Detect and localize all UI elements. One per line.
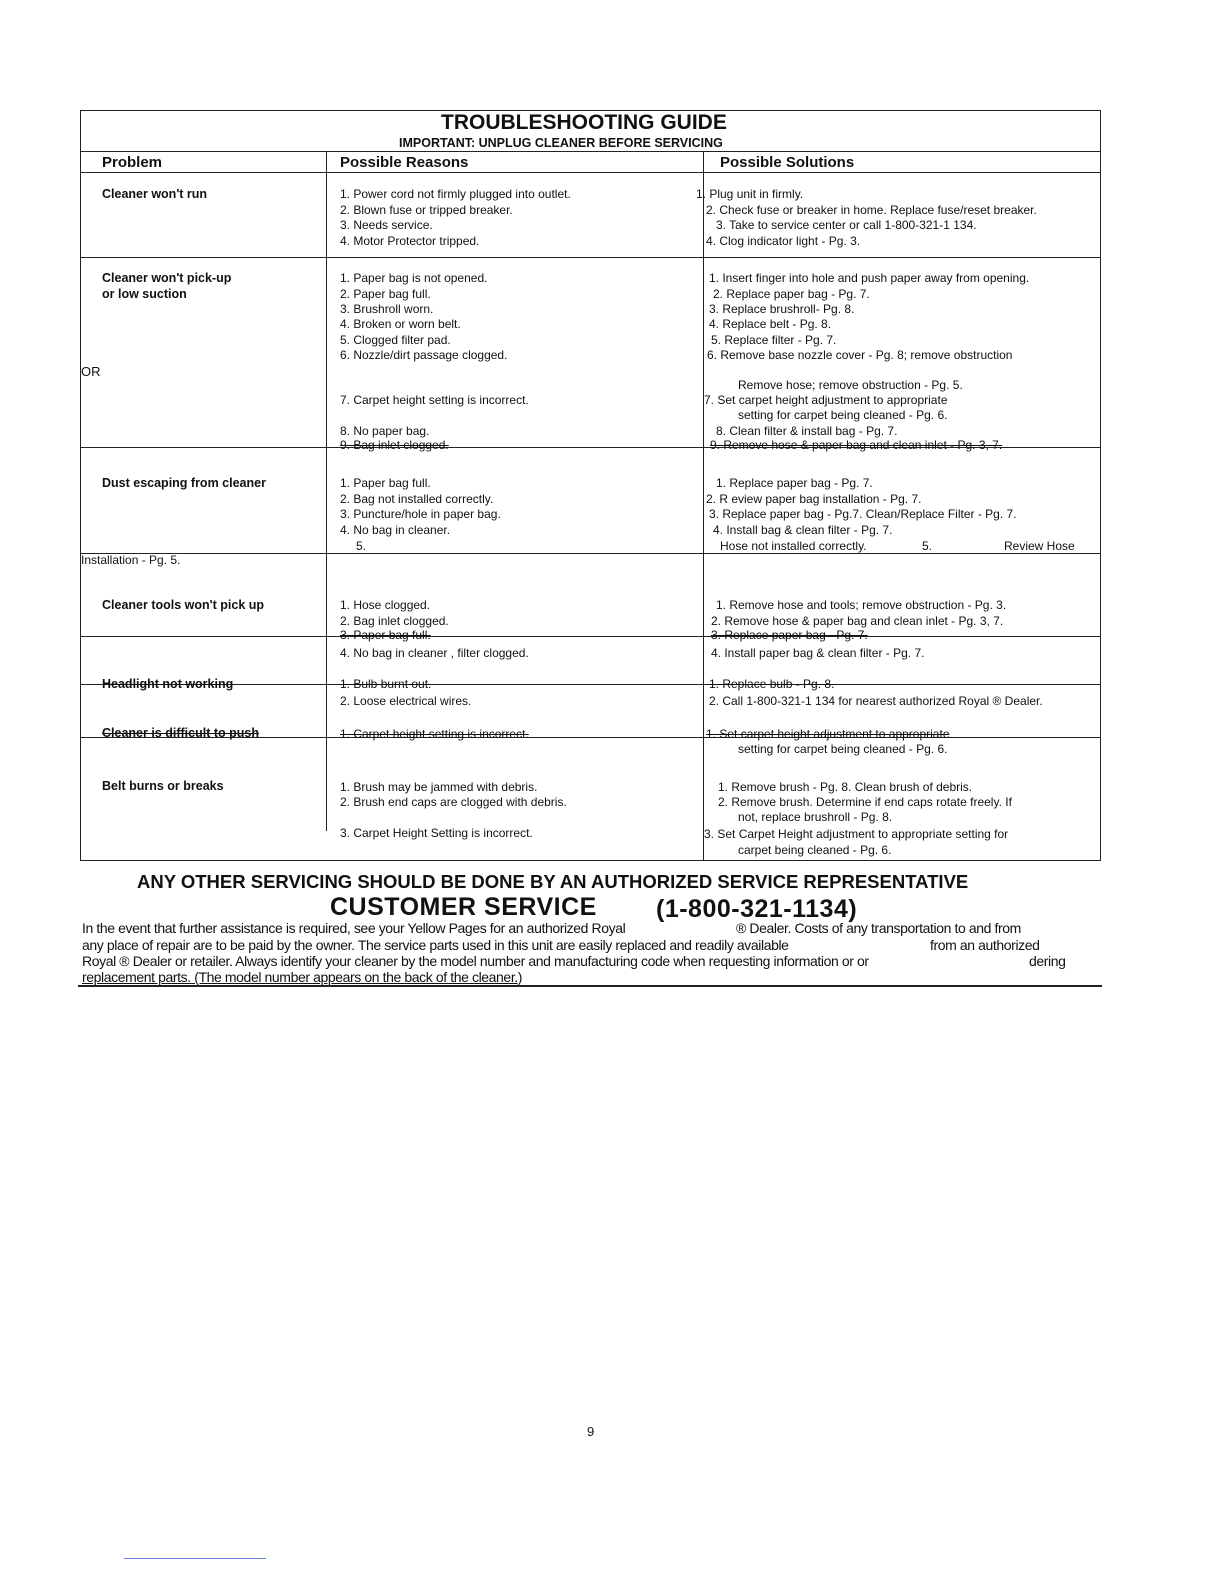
solution-item: 4. Clog indicator light - Pg. 3. (706, 234, 861, 248)
solution-item: 4. Install paper bag & clean filter - Pg. 7. (711, 646, 925, 660)
solution-item: 2. Check fuse or breaker in home. Replace fuse/reset breaker. (706, 203, 1037, 217)
reason-item: 1. Carpet height setting is incorrect. (340, 727, 529, 741)
service-paragraph-line: from an authorized (930, 937, 1040, 953)
problem-label: Cleaner won't run (102, 187, 208, 201)
table-border-right (1100, 110, 1101, 860)
reason-item: 2. Bag inlet clogged. (340, 614, 449, 628)
service-paragraph-line: dering (1029, 953, 1066, 969)
solution-item: 3. Set Carpet Height adjustment to appropriate setting for (704, 827, 1009, 841)
problem-label: Cleaner is difficult to push (102, 726, 259, 740)
solution-item: 2. Remove hose & paper bag and clean inlet - Pg. 3, 7. (711, 614, 1004, 628)
reason-item: 3. Carpet Height Setting is incorrect. (340, 826, 533, 840)
reason-item: 8. No paper bag. (340, 424, 430, 438)
reason-item: 2. Loose electrical wires. (340, 694, 472, 708)
solution-item: 4. Install bag & clean filter - Pg. 7. (713, 523, 893, 537)
table-border-bottom (80, 860, 1101, 861)
reason-item: 1. Power cord not firmly plugged into outlet. (340, 187, 571, 201)
reason-item: 5. (356, 539, 367, 553)
solution-item: 4. Replace belt - Pg. 8. (709, 317, 832, 331)
problem-label: Dust escaping from cleaner (102, 476, 266, 490)
header-divider (80, 151, 1101, 152)
reason-item: 4. No bag in cleaner. (340, 523, 451, 537)
servicing-notice: ANY OTHER SERVICING SHOULD BE DONE BY AN AUTHORIZED SERVICE REPRESENTATIVE (137, 871, 969, 892)
solution-item: 1. Replace bulb - Pg. 8. (709, 677, 835, 691)
reason-item: 7. Carpet height setting is incorrect. (340, 393, 529, 407)
reason-item: 2. Paper bag full. (340, 287, 431, 301)
reason-item: 9. Bag inlet clogged. (340, 438, 449, 452)
or-label: OR (81, 364, 101, 379)
solution-item: 1. Remove hose and tools; remove obstruction - Pg. 3. (716, 598, 1007, 612)
reason-item: 1. Hose clogged. (340, 598, 431, 612)
solution-item: not, replace brushroll - Pg. 8. (738, 810, 893, 824)
solution-item: 9. Remove hose & paper bag and clean inlet - Pg. 3, 7. (710, 438, 1003, 452)
footer-rule (78, 985, 1102, 987)
customer-service-title: CUSTOMER SERVICE (330, 893, 597, 921)
column-header-solutions: Possible Solutions (720, 154, 855, 171)
reason-item: 3. Brushroll worn. (340, 302, 434, 316)
solution-item: 2. R eview paper bag installation - Pg. 7. (706, 492, 922, 506)
problem-label: Cleaner won't pick-up (102, 271, 232, 285)
colhead-divider (80, 172, 1101, 173)
reason-item: 4. Motor Protector tripped. (340, 234, 480, 248)
solution-item: Hose not installed correctly. (720, 539, 867, 553)
reason-item: 1. Brush may be jammed with debris. (340, 780, 538, 794)
important-notice: IMPORTANT: UNPLUG CLEANER BEFORE SERVICING (399, 136, 723, 150)
reason-item: 3. Paper bag full. (340, 628, 431, 642)
row-divider-3 (80, 553, 1101, 554)
service-paragraph-line: In the event that further assistance is required, see your Yellow Pages for an authorized Royal (82, 920, 626, 936)
solution-item: 3. Take to service center or call 1-800-321-1 134. (716, 218, 977, 232)
solution-item: 1. Insert finger into hole and push paper away from opening. (709, 271, 1030, 285)
solution-item: carpet being cleaned - Pg. 6. (738, 843, 892, 857)
solution-item: 3. Replace paper bag - Pg. 7. (711, 628, 868, 642)
reason-item: 5. Clogged filter pad. (340, 333, 451, 347)
solution-item: 2. Replace paper bag - Pg. 7. (713, 287, 870, 301)
service-paragraph-line: ® Dealer. Costs of any transportation to and from (736, 920, 1021, 936)
service-paragraph-line: Royal ® Dealer or retailer. Always identify your cleaner by the model number and manufacturing code when requesting information or or (82, 953, 869, 969)
reason-item: 2. Bag not installed correctly. (340, 492, 494, 506)
solution-item: 5. (922, 539, 933, 553)
reason-item: 1. Bulb burnt out. (340, 677, 432, 691)
page-number: 9 (587, 1424, 595, 1439)
solution-item: setting for carpet being cleaned - Pg. 6. (738, 742, 948, 756)
service-paragraph-line: replacement parts. (The model number appears on the back of the cleaner.) (82, 969, 523, 985)
solution-item: Review Hose (1004, 539, 1075, 553)
reason-item: 6. Nozzle/dirt passage clogged. (340, 348, 508, 362)
table-border-left (80, 110, 81, 860)
customer-service-phone: (1-800-321-1134) (656, 895, 858, 923)
solution-item: 3. Replace brushroll- Pg. 8. (709, 302, 855, 316)
reason-item: 1. Paper bag full. (340, 476, 431, 490)
solution-item: 2. Remove brush. Determine if end caps rotate freely. If (718, 795, 1012, 809)
solution-item: 1. Remove brush - Pg. 8. Clean brush of debris. (718, 780, 973, 794)
page-title: TROUBLESHOOTING GUIDE (441, 111, 727, 134)
reason-item: 2. Brush end caps are clogged with debris. (340, 795, 567, 809)
solution-item: Remove hose; remove obstruction - Pg. 5. (738, 378, 963, 392)
solution-item: 8. Clean filter & install bag - Pg. 7. (716, 424, 898, 438)
reason-item: 1. Paper bag is not opened. (340, 271, 488, 285)
row-divider-4 (80, 636, 1101, 637)
reason-item: 3. Needs service. (340, 218, 433, 232)
solution-item: 5. Replace filter - Pg. 7. (711, 333, 837, 347)
reason-item: 3. Puncture/hole in paper bag. (340, 507, 501, 521)
reason-item: 2. Blown fuse or tripped breaker. (340, 203, 513, 217)
problem-label: Belt burns or breaks (102, 779, 224, 793)
solution-item: 7. Set carpet height adjustment to appropriate (704, 393, 948, 407)
solution-item: 6. Remove base nozzle cover - Pg. 8; remove obstruction (707, 348, 1013, 362)
solution-item: 1. Set carpet height adjustment to appropriate (706, 727, 950, 741)
solution-item: setting for carpet being cleaned - Pg. 6. (738, 408, 948, 422)
column-header-problem: Problem (102, 154, 163, 171)
row-divider-1 (80, 257, 1101, 258)
service-paragraph-line: any place of repair are to be paid by the owner. The service parts used in this unit are easily replaced and readily available (82, 937, 789, 953)
reason-item: 4. Broken or worn belt. (340, 317, 461, 331)
solution-item: 1. Plug unit in firmly. (696, 187, 804, 201)
problem-label: or low suction (102, 287, 187, 301)
problem-label: Cleaner tools won't pick up (102, 598, 265, 612)
reason-item: 4. No bag in cleaner , filter clogged. (340, 646, 529, 660)
problem-label: Headlight not working (102, 677, 234, 691)
solution-item: 2. Call 1-800-321-1 134 for nearest authorized Royal ® Dealer. (709, 694, 1043, 708)
solution-item: 3. Replace paper bag - Pg.7. Clean/Replace Filter - Pg. 7. (709, 507, 1017, 521)
overflow-text: Installation - Pg. 5. (81, 553, 181, 567)
column-divider-1 (326, 151, 327, 831)
column-header-reasons: Possible Reasons (340, 154, 469, 171)
scan-mark (124, 1558, 266, 1559)
solution-item: 1. Replace paper bag - Pg. 7. (716, 476, 873, 490)
